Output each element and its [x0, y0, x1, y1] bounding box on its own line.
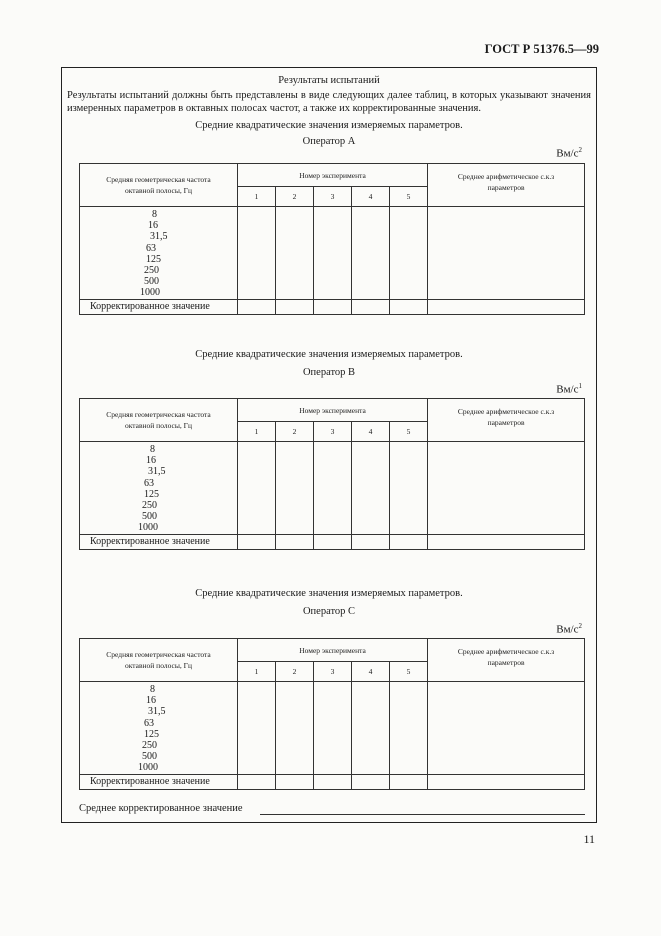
frequency-list: [80, 207, 238, 300]
table-caption: Средние квадратические значения измеряемых параметров.: [195, 588, 463, 599]
frequency-value: 8: [150, 684, 155, 695]
corrected-cell[interactable]: [352, 774, 390, 789]
experiment-number: 4: [352, 662, 390, 682]
average-cell[interactable]: [428, 207, 585, 300]
measurement-cell[interactable]: [352, 442, 390, 535]
average-corrected-label: Среднее корректированное значение: [79, 803, 243, 814]
experiment-number: 1: [238, 422, 276, 442]
experiment-number: 3: [314, 662, 352, 682]
measurement-cell[interactable]: [276, 207, 314, 300]
average-corrected-blank[interactable]: [260, 814, 585, 815]
col-header-frequency: Средняя геометрическая частота октавной полосы, Гц: [80, 639, 238, 682]
frequency-value: 125: [146, 253, 161, 265]
results-table-3: [79, 638, 585, 790]
col-header-frequency: Средняя геометрическая частота октавной полосы, Гц: [80, 164, 238, 207]
frequency-value: 250: [144, 264, 159, 276]
experiment-number: 4: [352, 187, 390, 207]
experiment-number: 3: [314, 422, 352, 442]
corrected-average-cell[interactable]: [428, 299, 585, 314]
experiment-number: 5: [390, 422, 428, 442]
frequency-value: 31,5: [148, 466, 166, 478]
measurement-cell[interactable]: [352, 207, 390, 300]
experiment-number: 1: [238, 662, 276, 682]
corrected-cell[interactable]: [390, 534, 428, 549]
operator-label: Оператор В: [302, 367, 356, 378]
frequency-value: 8: [152, 209, 157, 220]
corrected-cell[interactable]: [314, 774, 352, 789]
col-header-average: Среднее арифметическое с.к.з параметров: [428, 639, 585, 682]
frequency-value: 16: [146, 455, 156, 467]
corrected-cell[interactable]: [390, 299, 428, 314]
table-caption: Средние квадратические значения измеряемых параметров.: [195, 349, 463, 360]
corrected-cell[interactable]: [352, 534, 390, 549]
measurement-cell[interactable]: [276, 682, 314, 775]
corrected-cell[interactable]: [314, 299, 352, 314]
frequency-value: 1000: [138, 522, 158, 534]
col-header-average: Среднее арифметическое с.к.з параметров: [428, 399, 585, 442]
unit-label: $Вм/с^1$: [556, 382, 582, 396]
results-table-2: [79, 398, 585, 550]
section-title: Результаты испытаний: [278, 75, 380, 86]
measurement-cell[interactable]: [314, 207, 352, 300]
corrected-value-label: Корректированное значение: [80, 774, 238, 789]
frequency-value: 16: [148, 220, 158, 232]
unit-label: $Вм/с^2$: [556, 146, 582, 160]
experiment-number: 4: [352, 422, 390, 442]
frequency-value: 63: [144, 717, 154, 729]
results-table-1: [79, 163, 585, 315]
col-header-frequency: Средняя геометрическая частота октавной полосы, Гц: [80, 399, 238, 442]
col-header-experiment: Номер эксперимента: [238, 639, 428, 662]
intro-paragraph: Результаты испытаний должны быть представлены в виде следующих далее таблиц, в которых указывают значения измеренных параметров в октавных полосах частот, а также их корректированные значения.: [67, 90, 591, 114]
experiment-number: 2: [276, 187, 314, 207]
measurement-cell[interactable]: [390, 682, 428, 775]
measurement-cell[interactable]: [238, 442, 276, 535]
col-header-experiment: Номер эксперимента: [238, 164, 428, 187]
frequency-value: 63: [146, 242, 156, 254]
corrected-cell[interactable]: [390, 774, 428, 789]
frequency-value: 8: [150, 444, 155, 455]
corrected-average-cell[interactable]: [428, 774, 585, 789]
frequency-value: 250: [142, 499, 157, 511]
corrected-cell[interactable]: [276, 534, 314, 549]
measurement-cell[interactable]: [238, 682, 276, 775]
corrected-cell[interactable]: [238, 299, 276, 314]
frequency-list: [80, 442, 238, 535]
corrected-average-cell[interactable]: [428, 534, 585, 549]
frequency-value: 31,5: [150, 231, 168, 243]
corrected-value-label: Корректированное значение: [80, 299, 238, 314]
corrected-cell[interactable]: [238, 534, 276, 549]
corrected-cell[interactable]: [276, 299, 314, 314]
experiment-number: 3: [314, 187, 352, 207]
frequency-list: [80, 682, 238, 775]
average-cell[interactable]: [428, 442, 585, 535]
experiment-number: 5: [390, 662, 428, 682]
corrected-cell[interactable]: [238, 774, 276, 789]
operator-label: Оператор А: [302, 136, 356, 147]
frequency-value: 1000: [140, 287, 160, 299]
average-cell[interactable]: [428, 682, 585, 775]
operator-label: Оператор С: [302, 606, 356, 617]
frequency-value: 125: [144, 488, 159, 500]
frequency-value: 125: [144, 728, 159, 740]
page-number: 11: [583, 832, 595, 846]
frequency-value: 500: [142, 751, 157, 763]
frequency-value: 31,5: [148, 706, 166, 718]
col-header-experiment: Номер эксперимента: [238, 399, 428, 422]
measurement-cell[interactable]: [352, 682, 390, 775]
measurement-cell[interactable]: [390, 442, 428, 535]
corrected-cell[interactable]: [314, 534, 352, 549]
frequency-value: 16: [146, 695, 156, 707]
table-caption: Средние квадратические значения измеряемых параметров.: [195, 120, 463, 131]
measurement-cell[interactable]: [276, 442, 314, 535]
corrected-cell[interactable]: [276, 774, 314, 789]
experiment-number: 2: [276, 422, 314, 442]
measurement-cell[interactable]: [314, 682, 352, 775]
frequency-value: 63: [144, 477, 154, 489]
corrected-cell[interactable]: [352, 299, 390, 314]
frequency-value: 1000: [138, 762, 158, 774]
unit-label: $Вм/с^2$: [556, 622, 582, 636]
standard-number: ГОСТ Р 51376.5—99: [484, 42, 599, 56]
experiment-number: 1: [238, 187, 276, 207]
col-header-average: Среднее арифметическое с.к.з параметров: [428, 164, 585, 207]
measurement-cell[interactable]: [390, 207, 428, 300]
experiment-number: 2: [276, 662, 314, 682]
frequency-value: 500: [144, 276, 159, 288]
frequency-value: 250: [142, 739, 157, 751]
corrected-value-label: Корректированное значение: [80, 534, 238, 549]
measurement-cell[interactable]: [314, 442, 352, 535]
experiment-number: 5: [390, 187, 428, 207]
frequency-value: 500: [142, 511, 157, 523]
measurement-cell[interactable]: [238, 207, 276, 300]
